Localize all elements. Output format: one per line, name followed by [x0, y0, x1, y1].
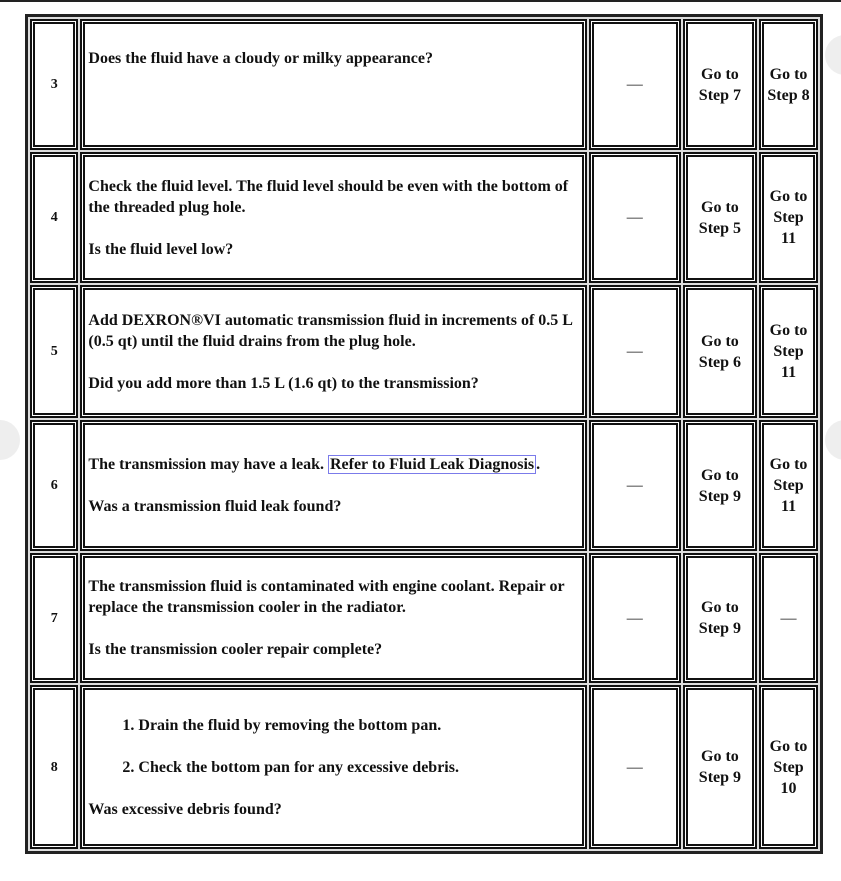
yes-cell: Go to Step 9 — [683, 685, 757, 849]
step-action — [80, 19, 586, 150]
question: Is the fluid level low? — [88, 240, 234, 258]
no-cell: Go to Step 10 — [759, 685, 818, 849]
value-cell: — — [589, 152, 681, 283]
instruction: The transmission fluid is contaminated with engine coolant. Repair or replace the transmission cooler in the radiator. — [88, 578, 565, 616]
step-action — [80, 420, 586, 551]
no-cell: Go to Step 8 — [759, 19, 818, 150]
step-number: 4 — [30, 152, 78, 283]
instruction — [88, 454, 578, 475]
value-cell: — — [589, 285, 681, 418]
table-row — [30, 152, 818, 283]
question: Is the transmission cooler repair complete? — [88, 641, 383, 658]
step-number: 8 — [30, 685, 78, 849]
instruction-text: The transmission may have a leak. — [88, 456, 324, 473]
yes-cell: Go to Step 9 — [683, 553, 757, 683]
top-border — [0, 0, 841, 2]
yes-cell: Go to Step 6 — [683, 285, 757, 418]
no-cell: Go to Step 11 — [759, 285, 818, 418]
list-item: 2. Check the bottom pan for any excessive debris. — [138, 757, 578, 778]
value-cell: — — [589, 19, 681, 150]
step-action — [80, 152, 586, 283]
no-cell: Go to Step 11 — [759, 420, 818, 551]
value-cell: — — [589, 420, 681, 551]
no-cell: — — [759, 553, 818, 683]
no-cell: Go to Step 11 — [759, 152, 818, 283]
scroll-button-left[interactable] — [0, 420, 20, 460]
question: Was a transmission fluid leak found? — [88, 498, 342, 515]
table-row — [30, 553, 818, 683]
scroll-button-right-lower[interactable] — [825, 420, 841, 460]
step-number: 5 — [30, 285, 78, 418]
scroll-button-right[interactable] — [825, 35, 841, 75]
step-number: 7 — [30, 553, 78, 683]
instruction: Check the fluid level. The fluid level should be even with the bottom of the threaded plug hole. — [88, 177, 569, 216]
procedure-list — [88, 715, 578, 778]
question: Did you add more than 1.5 L (1.6 qt) to the transmission? — [88, 374, 479, 392]
value-cell: — — [589, 553, 681, 683]
yes-cell: Go to Step 9 — [683, 420, 757, 551]
instruction: Add DEXRON®VI automatic transmission fluid in increments of 0.5 L (0.5 qt) until the fluid drains from the plug hole. — [88, 311, 573, 350]
step-number: 3 — [30, 19, 78, 150]
step-action — [80, 285, 586, 418]
diagnostic-table — [25, 14, 823, 854]
value-cell: — — [589, 685, 681, 849]
step-action — [80, 685, 586, 849]
period: . — [536, 456, 541, 473]
yes-cell: Go to Step 5 — [683, 152, 757, 283]
fluid-leak-diagnosis-link[interactable]: Refer to Fluid Leak Diagnosis — [329, 456, 535, 473]
list-item: 1. Drain the fluid by removing the bottom pan. — [138, 715, 578, 736]
question: Does the fluid have a cloudy or milky appearance? — [88, 50, 433, 67]
step-number: 6 — [30, 420, 78, 551]
step-action — [80, 553, 586, 683]
table-row — [30, 420, 818, 551]
question: Was excessive debris found? — [88, 800, 282, 818]
yes-cell: Go to Step 7 — [683, 19, 757, 150]
table-row — [30, 685, 818, 849]
table-row — [30, 19, 818, 150]
table-row — [30, 285, 818, 418]
